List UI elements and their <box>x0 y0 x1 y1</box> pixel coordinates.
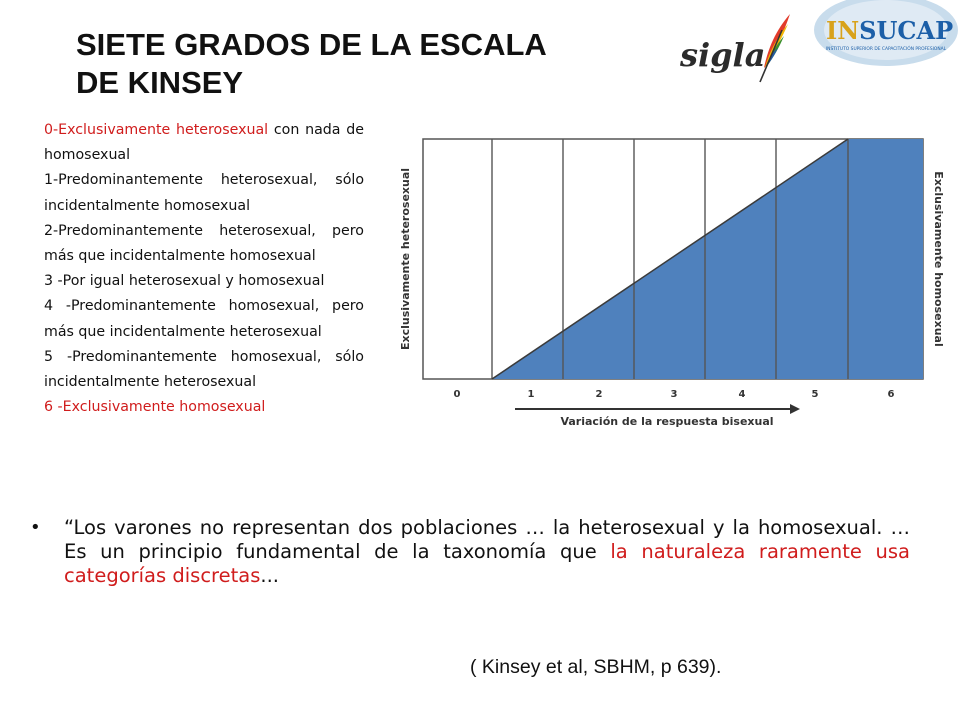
quote-text-part1: “Los varones no representan dos poblaciones … la heterosexual y la homosexual. … Es un principio fundamental de la taxonomía que <box>64 516 910 563</box>
kinsey-level-4 <box>44 294 364 344</box>
kinsey-level-5-text: 5 -Predominantemente homosexual, sólo incidentalmente heterosexual <box>44 348 364 391</box>
right-axis-label: Exclusivamente homosexual <box>932 171 945 347</box>
kinsey-level-6-highlight: 6 -Exclusivamente homosexual <box>44 399 266 416</box>
kinsey-level-3 <box>44 269 364 294</box>
kinsey-levels-list <box>44 118 364 420</box>
kinsey-level-3-text: 3 -Por igual heterosexual y homosexual <box>44 273 325 290</box>
quote-text-part2: ... <box>260 564 279 587</box>
right-arrow-icon <box>515 404 800 414</box>
bullet-icon: • <box>30 517 41 538</box>
tick-label-2: 2 <box>595 389 603 400</box>
slide-title <box>76 26 596 102</box>
citation: ( Kinsey et al, SBHM, p 639). <box>470 656 722 678</box>
kinsey-scale-diagram <box>395 125 950 440</box>
tick-label-5: 5 <box>811 389 819 400</box>
kinsey-level-1 <box>44 168 364 218</box>
insucap-tagline: INSTITUTO SUPERIOR DE CAPACITACIÓN PROFESIONAL <box>825 47 947 52</box>
kinsey-level-2-text: 2-Predominantemente heterosexual, pero más que incidentalmente homosexual <box>44 222 364 265</box>
insucap-sucap-text: SUCAP <box>859 16 954 45</box>
svg-text:INSUCAP <box>826 16 953 45</box>
left-axis-label: Exclusivamente heterosexual <box>399 167 412 351</box>
insucap-in-text: IN <box>826 16 860 45</box>
tick-label-3: 3 <box>670 389 678 400</box>
tick-label-4: 4 <box>738 389 746 400</box>
sigla-logo-text: sigla <box>680 36 766 74</box>
kinsey-level-5 <box>44 345 364 395</box>
kinsey-level-0-text: con nada de homosexual <box>44 122 364 164</box>
quote-text <box>64 516 910 588</box>
title-line-2: DE KINSEY <box>76 65 244 100</box>
kinsey-level-1-text: 1-Predominantemente heterosexual, sólo incidentalmente homosexual <box>44 172 364 214</box>
kinsey-level-6 <box>44 395 364 420</box>
sigla-logo <box>676 8 794 86</box>
scale-ticks <box>454 389 895 400</box>
tick-label-6: 6 <box>887 389 895 400</box>
bottom-axis-label: Variación de la respuesta bisexual <box>560 415 774 428</box>
title-line-1: SIETE GRADOS DE LA ESCALA <box>76 27 547 62</box>
kinsey-level-4-text: 4 -Predominantemente homosexual, pero más que incidentalmente heterosexual <box>44 298 364 340</box>
tick-label-1: 1 <box>527 389 535 400</box>
kinsey-quote <box>30 516 910 588</box>
kinsey-level-2 <box>44 219 364 269</box>
kinsey-level-0-highlight: 0-Exclusivamente heterosexual <box>44 122 269 138</box>
kinsey-level-0 <box>44 118 364 168</box>
insucap-logo <box>806 0 960 68</box>
tick-label-0: 0 <box>453 389 461 400</box>
quote-highlight: la naturaleza raramente usa categorías discretas <box>64 540 910 587</box>
